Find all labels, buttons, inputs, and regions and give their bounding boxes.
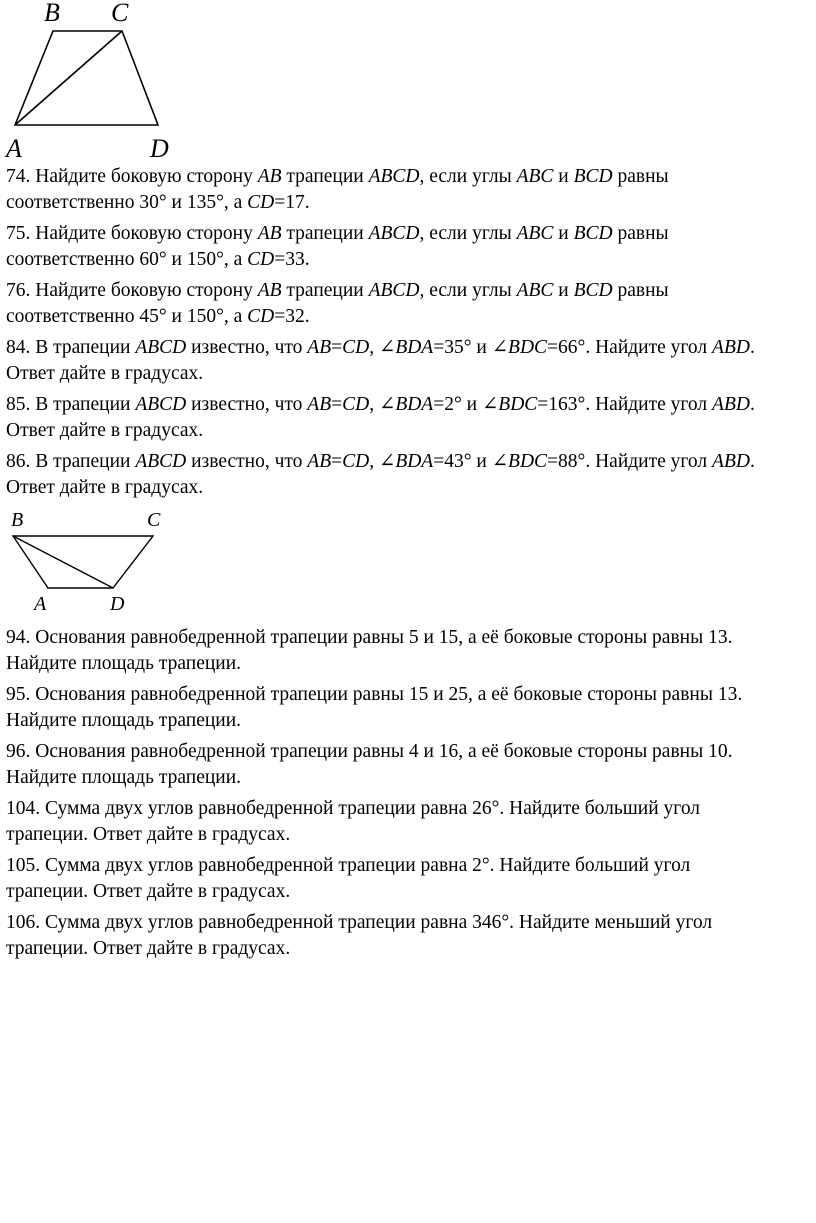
- math-term: ABCD: [368, 223, 420, 244]
- problem-line2: [6, 765, 814, 791]
- problem-item: [6, 796, 814, 848]
- problem-line2: [6, 304, 814, 330]
- text-segment: равны: [612, 280, 669, 301]
- problem-item: [6, 392, 814, 444]
- math-term: CD: [342, 451, 370, 472]
- text-segment: 76. Найдите боковую сторону: [6, 280, 258, 301]
- math-term: BCD: [573, 166, 613, 187]
- math-term: CD: [247, 192, 275, 213]
- problem-line1: [6, 392, 814, 418]
- text-segment: =: [331, 337, 343, 358]
- problem-line2: [6, 822, 814, 848]
- problem-item: [6, 335, 814, 387]
- text-segment: известно, что: [186, 451, 308, 472]
- math-term: ABD: [712, 451, 750, 472]
- text-segment: =163°. Найдите угол: [537, 394, 713, 415]
- math-term: ABCD: [135, 394, 187, 415]
- problem-line2: [6, 651, 814, 677]
- math-term: CD: [247, 249, 275, 270]
- problem-item: [6, 221, 814, 273]
- problem-line2: [6, 247, 814, 273]
- problem-group-1: [6, 164, 814, 506]
- problem-line2: [6, 361, 814, 387]
- text-segment: 96. Основания равнобедренной трапеции равны 4 и 16, а её боковые стороны равны 10.: [6, 741, 733, 762]
- text-segment: трапеции. Ответ дайте в градусах.: [6, 938, 291, 959]
- math-term: ABC: [516, 166, 554, 187]
- text-segment: трапеции. Ответ дайте в градусах.: [6, 881, 291, 902]
- text-segment: соответственно 45° и 150°, а: [6, 306, 248, 327]
- problem-item: [6, 625, 814, 677]
- text-segment: =17.: [274, 192, 310, 213]
- problem-line1: [6, 625, 814, 651]
- vertex-label-a: A: [6, 134, 22, 163]
- math-term: BCD: [573, 280, 613, 301]
- problem-line1: [6, 278, 814, 304]
- text-segment: трапеции. Ответ дайте в градусах.: [6, 824, 291, 845]
- text-segment: , ∠: [369, 451, 396, 472]
- problem-item: [6, 164, 814, 216]
- trapezoid-outline: [13, 536, 153, 588]
- text-segment: Ответ дайте в градусах.: [6, 420, 204, 441]
- math-term: ABD: [712, 394, 750, 415]
- text-segment: Ответ дайте в градусах.: [6, 477, 204, 498]
- text-segment: 95. Основания равнобедренной трапеции равны 15 и 25, а её боковые стороны равны 13.: [6, 684, 743, 705]
- problem-line1: [6, 910, 814, 936]
- problem-line1: [6, 164, 814, 190]
- text-segment: =43° и ∠: [433, 451, 509, 472]
- problem-line1: [6, 335, 814, 361]
- diagonal-bd: [13, 536, 113, 588]
- text-segment: =66°. Найдите угол: [547, 337, 713, 358]
- text-segment: Ответ дайте в градусах.: [6, 363, 204, 384]
- trapezoid-figure-1: [0, 0, 816, 165]
- text-segment: =88°. Найдите угол: [547, 451, 713, 472]
- vertex-label-b: B: [11, 509, 24, 531]
- vertex-label-d: D: [150, 134, 169, 163]
- math-term: BDA: [395, 451, 434, 472]
- text-segment: равны: [612, 223, 669, 244]
- text-segment: , ∠: [369, 394, 396, 415]
- math-term: BDA: [395, 394, 434, 415]
- text-segment: 74. Найдите боковую сторону: [6, 166, 258, 187]
- diagonal-ac: [15, 31, 122, 125]
- math-term: ABCD: [135, 451, 187, 472]
- vertex-label-b: B: [44, 0, 60, 27]
- problem-line1: [6, 221, 814, 247]
- text-segment: и: [553, 166, 574, 187]
- problem-item: [6, 278, 814, 330]
- problem-line1: [6, 682, 814, 708]
- vertex-label-c: C: [111, 0, 129, 27]
- math-term: ABCD: [135, 337, 187, 358]
- text-segment: 86. В трапеции: [6, 451, 136, 472]
- text-segment: Найдите площадь трапеции.: [6, 767, 242, 788]
- text-segment: соответственно 60° и 150°, а: [6, 249, 248, 270]
- math-term: BDA: [395, 337, 434, 358]
- text-segment: , если углы: [419, 280, 517, 301]
- math-term: ABC: [516, 223, 554, 244]
- problem-item: [6, 449, 814, 501]
- problem-line1: [6, 796, 814, 822]
- problem-line2: [6, 418, 814, 444]
- problem-line2: [6, 475, 814, 501]
- math-term: AB: [257, 223, 282, 244]
- math-term: CD: [247, 306, 275, 327]
- text-segment: .: [749, 394, 755, 415]
- text-segment: известно, что: [186, 394, 308, 415]
- text-segment: .: [749, 337, 755, 358]
- text-segment: , если углы: [419, 223, 517, 244]
- text-segment: соответственно 30° и 135°, а: [6, 192, 248, 213]
- math-term: ABCD: [368, 166, 420, 187]
- problem-line1: [6, 739, 814, 765]
- vertex-label-d: D: [110, 593, 125, 615]
- text-segment: 75. Найдите боковую сторону: [6, 223, 258, 244]
- math-term: AB: [307, 394, 332, 415]
- text-segment: =35° и ∠: [433, 337, 509, 358]
- text-segment: =: [331, 394, 343, 415]
- math-term: AB: [307, 451, 332, 472]
- math-term: ABD: [712, 337, 750, 358]
- text-segment: трапеции: [281, 223, 369, 244]
- text-segment: , ∠: [369, 337, 396, 358]
- text-segment: , если углы: [419, 166, 517, 187]
- math-term: CD: [342, 337, 370, 358]
- problem-line1: [6, 853, 814, 879]
- problem-line2: [6, 879, 814, 905]
- math-term: AB: [257, 166, 282, 187]
- trapezoid-outline: [15, 31, 158, 125]
- text-segment: трапеции: [281, 280, 369, 301]
- text-segment: 106. Сумма двух углов равнобедренной трапеции равна 346°. Найдите меньший угол: [6, 912, 713, 933]
- math-term: BCD: [573, 223, 613, 244]
- text-segment: =: [331, 451, 343, 472]
- math-term: BDC: [508, 337, 548, 358]
- math-term: AB: [257, 280, 282, 301]
- text-segment: 84. В трапеции: [6, 337, 136, 358]
- problem-item: [6, 739, 814, 791]
- text-segment: известно, что: [186, 337, 308, 358]
- problem-line1: [6, 449, 814, 475]
- math-term: ABCD: [368, 280, 420, 301]
- math-term: BDC: [498, 394, 538, 415]
- text-segment: =33.: [274, 249, 310, 270]
- text-segment: =32.: [274, 306, 310, 327]
- problem-item: [6, 910, 814, 962]
- vertex-label-c: C: [147, 509, 161, 531]
- problem-item: [6, 682, 814, 734]
- math-term: ABC: [516, 280, 554, 301]
- math-term: BDC: [508, 451, 548, 472]
- text-segment: и: [553, 280, 574, 301]
- trapezoid-figure-2: [0, 500, 816, 620]
- math-term: CD: [342, 394, 370, 415]
- text-segment: 104. Сумма двух углов равнобедренной трапеции равна 26°. Найдите больший угол: [6, 798, 701, 819]
- text-segment: .: [749, 451, 755, 472]
- text-segment: Найдите площадь трапеции.: [6, 653, 242, 674]
- problem-line2: [6, 708, 814, 734]
- text-segment: Найдите площадь трапеции.: [6, 710, 242, 731]
- text-segment: равны: [612, 166, 669, 187]
- problem-line2: [6, 190, 814, 216]
- text-segment: трапеции: [281, 166, 369, 187]
- text-segment: =2° и ∠: [433, 394, 499, 415]
- text-segment: и: [553, 223, 574, 244]
- problem-line2: [6, 936, 814, 962]
- problem-group-2: [6, 625, 814, 967]
- math-term: AB: [307, 337, 332, 358]
- vertex-label-a: A: [34, 593, 47, 615]
- problem-item: [6, 853, 814, 905]
- text-segment: 105. Сумма двух углов равнобедренной трапеции равна 2°. Найдите больший угол: [6, 855, 691, 876]
- text-segment: 85. В трапеции: [6, 394, 136, 415]
- text-segment: 94. Основания равнобедренной трапеции равны 5 и 15, а её боковые стороны равны 13.: [6, 627, 733, 648]
